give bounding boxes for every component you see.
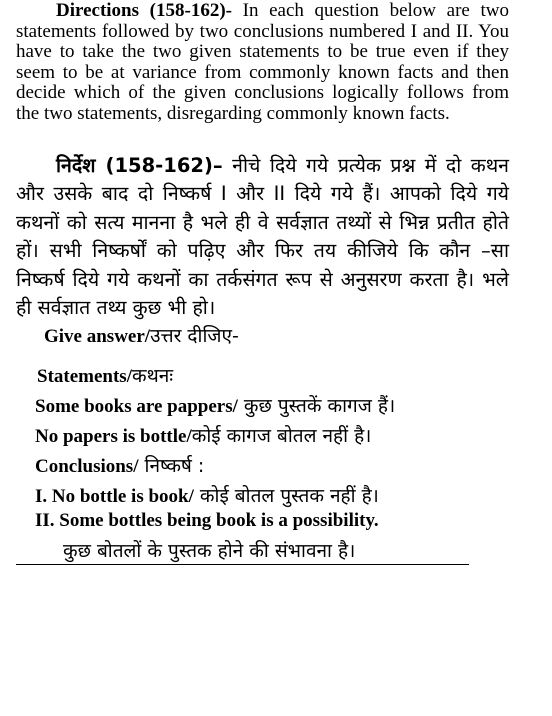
statement-2-hi: कोई कागज बोतल नहीं है। [191, 425, 372, 447]
statement-1-en: Some books are pappers/ [35, 396, 238, 417]
statement-1-hi: कुछ पुस्तकें कागज हैं। [237, 395, 396, 417]
conclusion-1-hi: कोई बोतल पुस्तक नहीं है। [193, 485, 379, 507]
conclusion-1-en: I. No bottle is book/ [35, 486, 194, 507]
conclusion-2-hi: कुछ बोतलों के पुस्तक होने की संभावना है। [63, 540, 356, 562]
separator-line [16, 564, 469, 565]
statement-2-en: No papers is bottle/ [35, 426, 192, 447]
statements-heading-hi: कथनः [131, 365, 174, 387]
statement-1 [35, 392, 395, 418]
conclusions-heading-en: Conclusions/ [35, 456, 139, 477]
give-answer-hi: उत्तर दीजिए- [150, 325, 239, 347]
directions-english [16, 1, 509, 125]
conclusion-2-en: II. Some bottles being book is a possibility. [35, 510, 379, 531]
statements-heading [37, 362, 173, 388]
conclusions-heading [35, 452, 204, 478]
conclusion-1 [35, 482, 379, 508]
directions-body-en: In each question below are two statements followed by two conclusions numbered I and II. You have to take the two given statements to be true even if they seem to be at variance from commonly known facts and then decide which of the given conclusions logically follows from the two statements, disregarding commonly known facts. [16, 0, 509, 124]
directions-heading-hi: निर्देश (158-162)– [56, 154, 223, 177]
directions-body-hi: नीचे दिये गये प्रत्येक प्रश्न में दो कथन और उसके बाद दो निष्कर्ष I और II दिये गये हैं। आपको दिये गये कथनों को सत्य मानना है भले ही वे सर्वज्ञात तथ्यों से भिन्न प्रतीत होते हों। सभी निष्कर्षों को पढ़िए और फिर तय कीजिये कि कौन –सा निष्कर्ष दिये गये कथनों का तर्कसंगत रूप से अनुसरण करता है। भले ही सर्वज्ञात तथ्य कुछ भी हो। [16, 154, 509, 320]
conclusion-2 [35, 510, 379, 532]
give-answer-label [44, 322, 239, 348]
conclusion-2-hindi-line [63, 537, 355, 563]
conclusions-heading-hi: निष्कर्ष : [138, 455, 205, 477]
statements-heading-en: Statements/ [37, 366, 132, 387]
directions-hindi [16, 152, 509, 322]
statement-2 [35, 422, 371, 448]
give-answer-en: Give answer/ [44, 326, 151, 347]
directions-heading-en: Directions (158-162)- [56, 0, 232, 21]
